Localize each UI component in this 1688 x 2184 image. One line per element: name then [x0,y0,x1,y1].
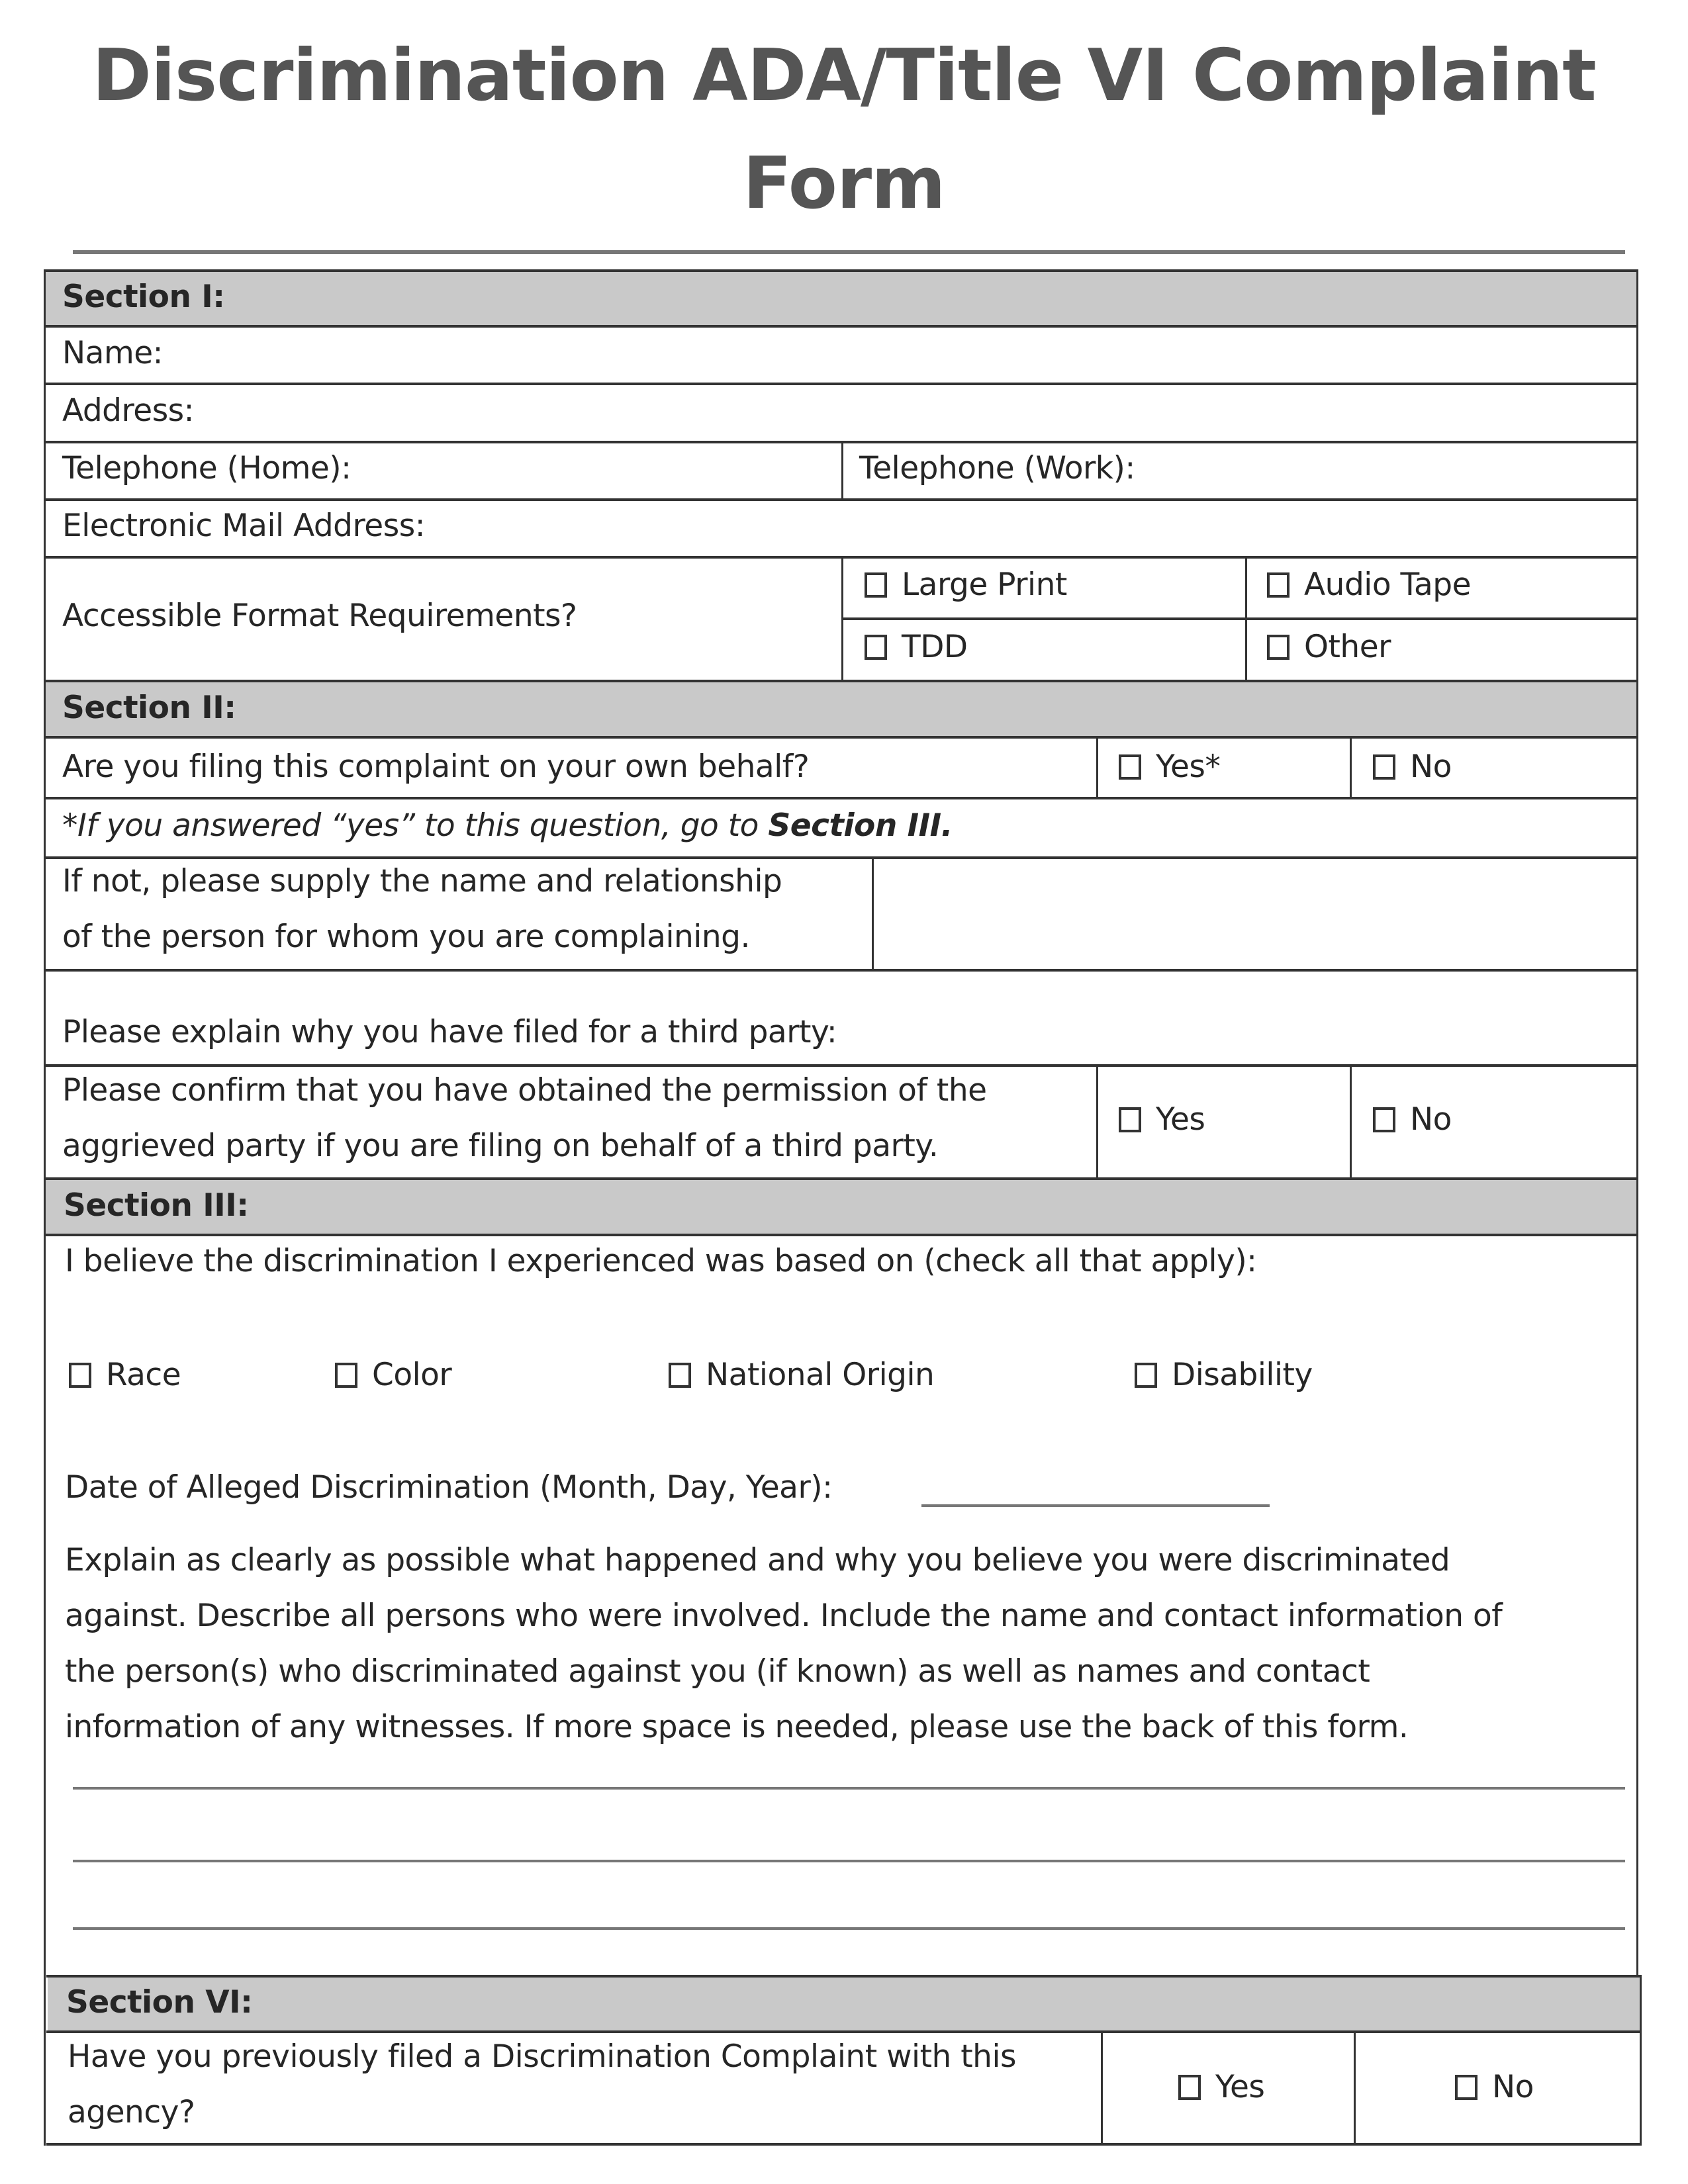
confirm-yes-option[interactable]: Yes [1119,1101,1205,1138]
row-line [44,797,1638,799]
col-line [1350,736,1352,798]
checkbox-icon[interactable] [669,1363,691,1388]
name-label: Name: [62,335,163,371]
row-line [44,1234,1638,1236]
checkbox-icon[interactable] [865,635,887,660]
row-line [842,617,1638,620]
section3-header: Section III: [64,1187,249,1224]
own-behalf-yes-option[interactable]: Yes* [1119,749,1220,786]
explanation-write-line[interactable] [73,1787,1625,1790]
checkbox-icon[interactable] [335,1363,357,1388]
checkbox-icon[interactable] [69,1363,91,1388]
section6-header: Section VI: [66,1984,253,2021]
confirm-permission-line2: aggrieved party if you are filing on behalf of a third party. [62,1128,939,1164]
explain-text-line1: Explain as clearly as possible what happened and why you believe you were discriminated [65,1542,1450,1578]
if-not-line1: If not, please supply the name and relationship [62,863,782,899]
row-line [44,383,1638,385]
section1-header-band [45,271,1636,326]
explain-text-line4: information of any witnesses. If more space is needed, please use the back of this form. [65,1709,1409,1745]
checkbox-icon[interactable] [1267,572,1289,598]
telephone-work-label: Telephone (Work): [859,450,1135,486]
table-right-border [1636,269,1638,1977]
col-line [841,441,843,500]
telephone-home-label: Telephone (Home): [62,450,352,486]
basis-option-national-origin[interactable]: National Origin [669,1357,934,1394]
format-option-other[interactable]: Other [1267,629,1391,666]
table-right-border-lower [1640,1976,1642,2146]
explanation-write-line[interactable] [73,1860,1625,1862]
row-line [44,1177,1638,1180]
row-line [44,736,1638,739]
row-line [44,269,1638,272]
basis-option-color[interactable]: Color [335,1357,451,1394]
explanation-write-line[interactable] [73,1927,1625,1930]
checkbox-icon[interactable] [1267,635,1289,660]
row-line [46,1975,1642,1978]
checkbox-icon[interactable] [1135,1363,1157,1388]
row-line [46,2143,1642,2146]
accessible-format-label: Accessible Format Requirements? [62,598,577,634]
section2-header-band [45,682,1636,737]
col-line [872,856,874,970]
explain-third-party-label: Please explain why you have filed for a third party: [62,1014,837,1050]
section3-reference: Section III. [768,807,953,844]
date-input-line[interactable] [921,1504,1270,1507]
section1-header: Section I: [62,279,225,315]
confirm-permission-line1: Please confirm that you have obtained the permission of the [62,1072,987,1109]
own-behalf-question: Are you filing this complaint on your own behalf? [62,749,810,785]
basis-option-race[interactable]: Race [69,1357,181,1394]
col-line [1096,1064,1098,1179]
col-line [1350,1064,1352,1179]
address-label: Address: [62,392,195,429]
col-line [841,556,843,681]
if-not-line2: of the person for whom you are complaining. [62,919,750,955]
basis-prompt: I believe the discrimination I experienced was based on (check all that apply): [65,1243,1257,1279]
format-option-large-print[interactable]: Large Print [865,567,1067,604]
form-title-line2: Form [743,142,945,225]
row-line [44,856,1638,859]
own-behalf-no-option[interactable]: No [1373,749,1452,786]
explain-text-line3: the person(s) who discriminated against you (if known) as well as names and contact [65,1653,1370,1690]
table-left-border [44,269,46,2146]
checkbox-icon[interactable] [1178,2075,1201,2100]
format-option-tdd[interactable]: TDD [865,629,968,666]
row-line [46,2030,1642,2033]
checkbox-icon[interactable] [1455,2075,1477,2100]
date-label: Date of Alleged Discrimination (Month, Day, Year): [65,1469,833,1506]
row-line [44,969,1638,972]
confirm-no-option[interactable]: No [1373,1101,1452,1138]
explain-text-line2: against. Describe all persons who were involved. Include the name and contact information of [65,1598,1503,1634]
form-title-line1: Discrimination ADA/Title VI Complaint [92,34,1596,117]
col-line [1354,2030,1356,2144]
checkbox-icon[interactable] [1119,1107,1141,1132]
checkbox-icon[interactable] [1119,754,1141,780]
col-line [1101,2030,1103,2144]
previous-complaint-line2: agency? [68,2094,195,2130]
checkbox-icon[interactable] [1373,754,1395,780]
previous-complaint-yes-option[interactable]: Yes [1178,2069,1264,2106]
row-line [44,1064,1638,1067]
checkbox-icon[interactable] [1373,1107,1395,1132]
format-option-audio-tape[interactable]: Audio Tape [1267,567,1471,604]
basis-option-disability[interactable]: Disability [1135,1357,1313,1394]
section3-skip-note: *If you answered “yes” to this question, go to Section III. [62,807,953,844]
section2-header: Section II: [62,690,236,726]
col-line [1245,556,1247,681]
previous-complaint-no-option[interactable]: No [1455,2069,1534,2106]
email-label: Electronic Mail Address: [62,508,426,544]
title-divider [73,250,1625,254]
section6-header-band [48,1977,1640,2032]
row-line [44,325,1638,328]
checkbox-icon[interactable] [865,572,887,598]
previous-complaint-line1: Have you previously filed a Discrimination Complaint with this [68,2038,1016,2075]
section3-header-band [45,1179,1636,1235]
col-line [1096,736,1098,798]
